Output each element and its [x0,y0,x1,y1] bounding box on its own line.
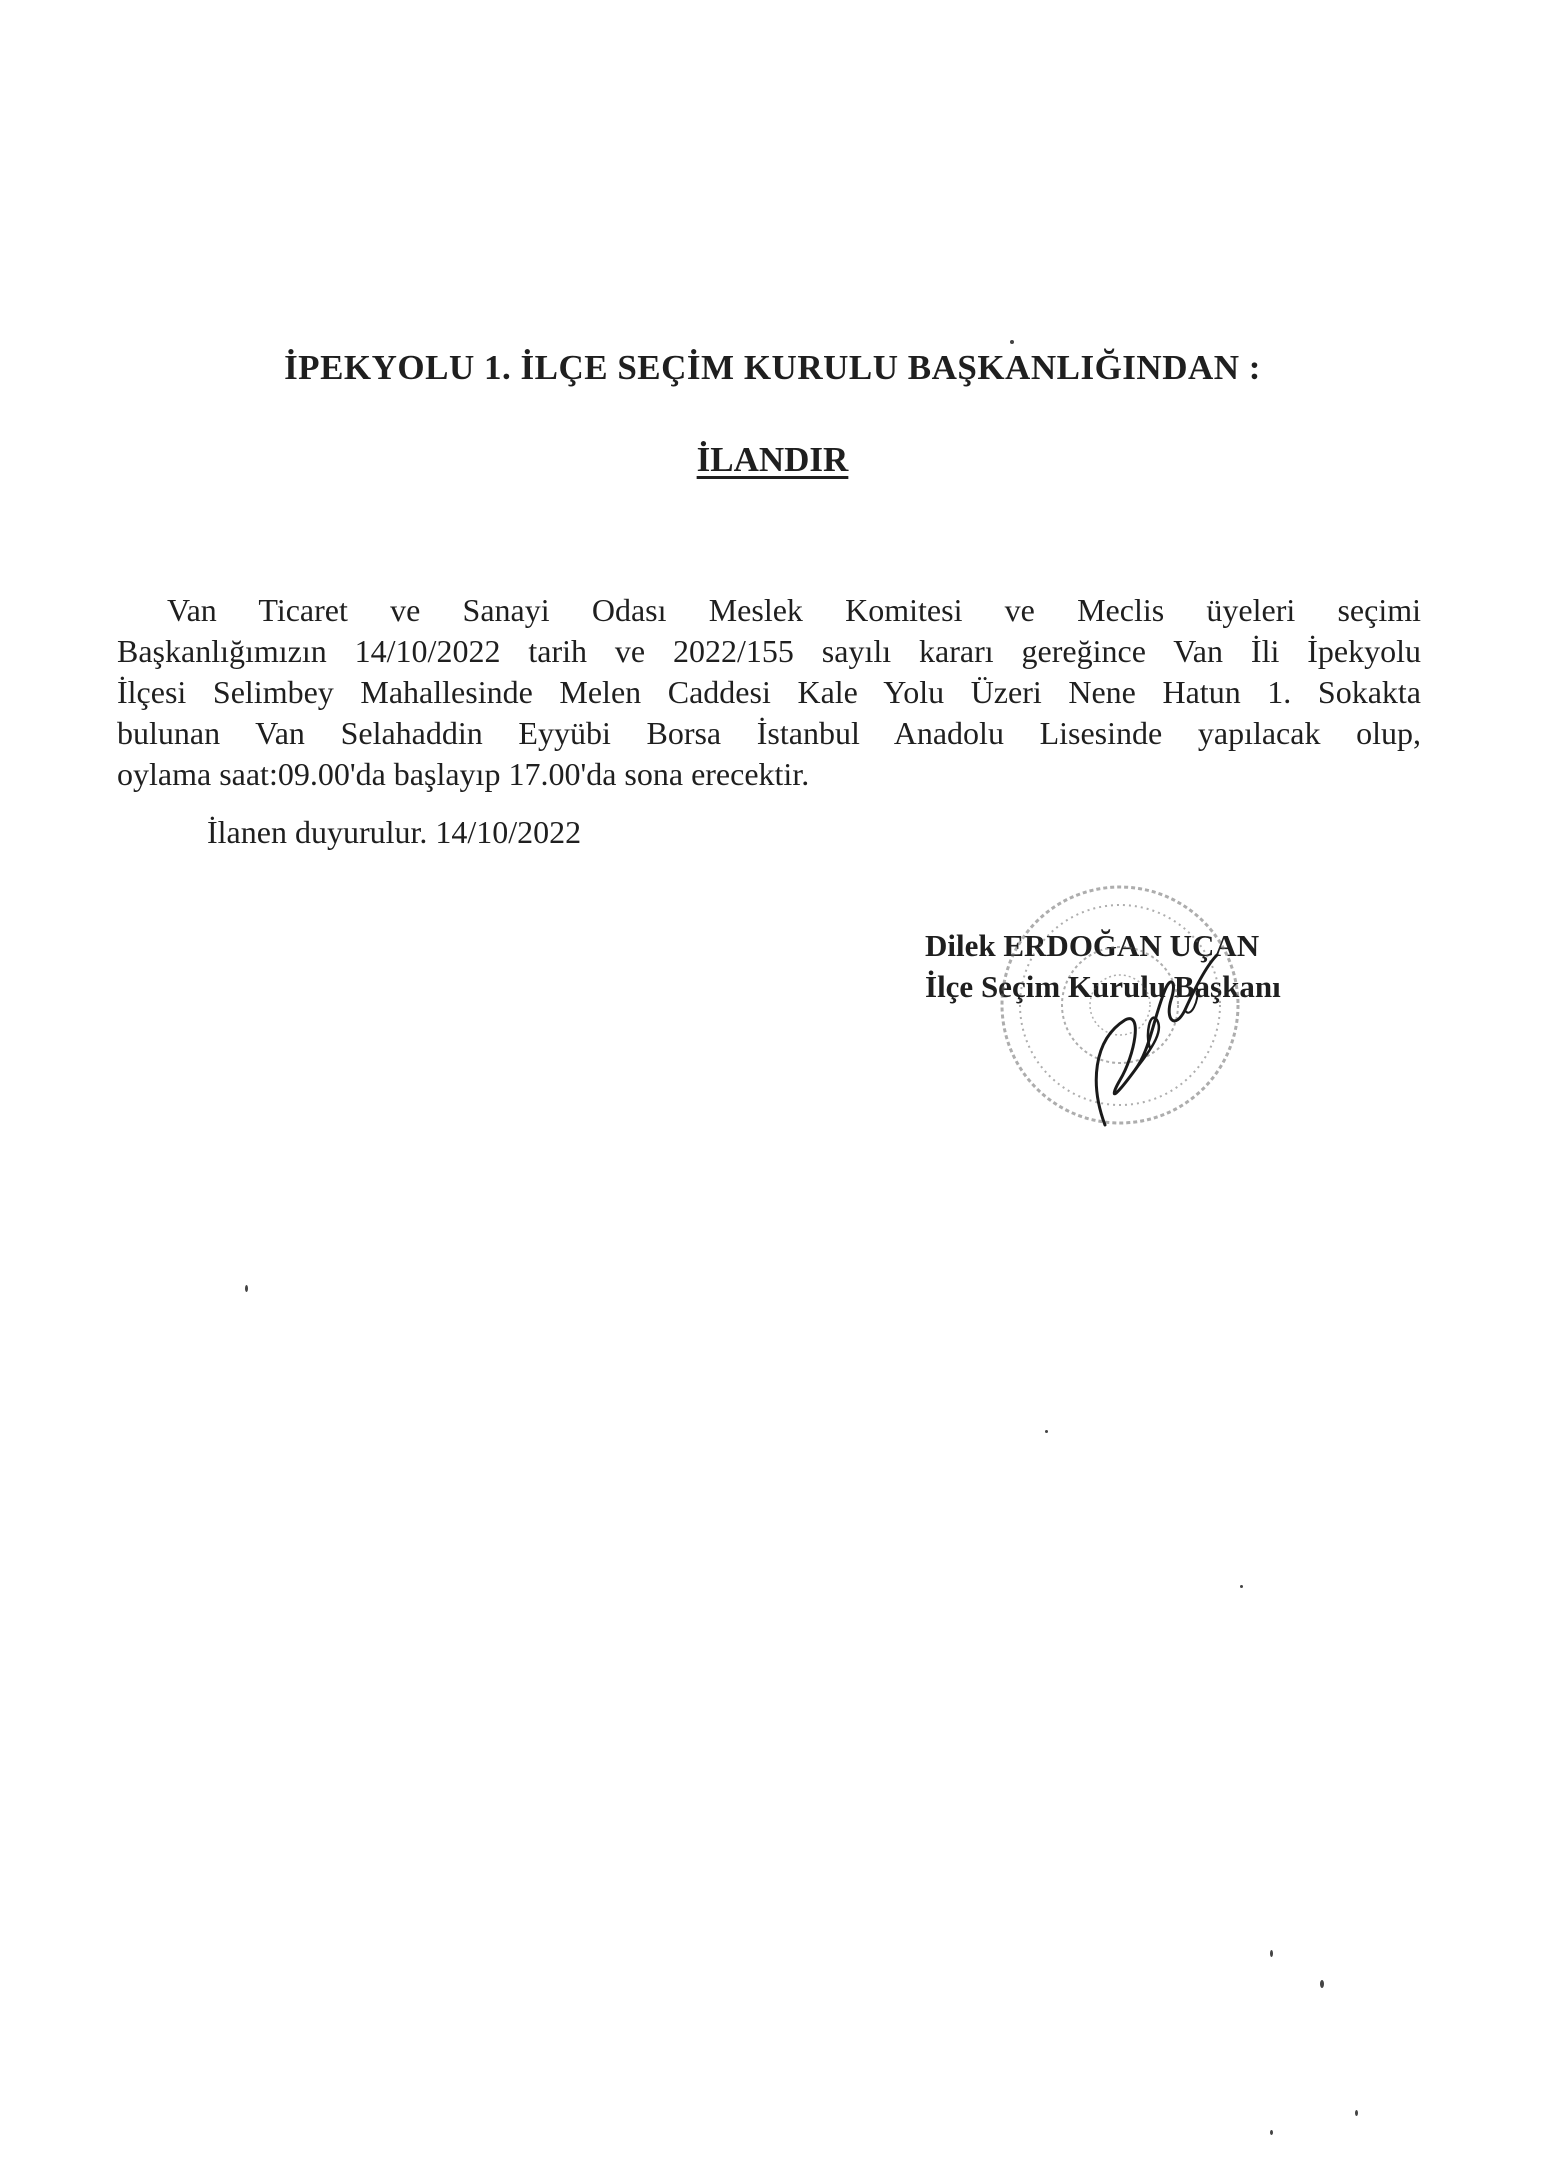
scan-speck [1270,1950,1273,1957]
scan-speck [1270,2130,1273,2135]
document-heading: İPEKYOLU 1. İLÇE SEÇİM KURULU BAŞKANLIĞINDAN : [284,348,1261,387]
announcement-body [117,590,1421,795]
signatory-title: İlçe Seçim Kurulu Başkanı [925,969,1281,1004]
document-subheading [0,440,1545,480]
official-seal-stamp [985,870,1255,1140]
closing-line: İlanen duyurulur. 14/10/2022 [207,814,582,850]
scan-speck [245,1285,248,1292]
body-line: Başkanlığımızın 14/10/2022 tarih ve 2022/155 sayılı kararı gereğince Van İli İpekyolu [117,633,1421,669]
body-line: Van Ticaret ve Sanayi Odası Meslek Komitesi ve Meclis üyeleri seçimi [167,592,1421,628]
scan-speck [1010,340,1014,344]
body-line: bulunan Van Selahaddin Eyyübi Borsa İstanbul Anadolu Lisesinde yapılacak olup, [117,715,1421,751]
subheading-text: İLANDIR [696,440,849,479]
scan-speck [1045,1430,1048,1433]
scan-speck [1320,1980,1324,1988]
signatory-name: Dilek ERDOĞAN UÇAN [925,928,1260,963]
scan-speck [1240,1585,1243,1588]
signature-scribble [1096,955,1217,1125]
scan-speck [1355,2110,1358,2116]
body-line: oylama saat:09.00'da başlayıp 17.00'da sona erecektir. [117,756,810,792]
body-line: İlçesi Selimbey Mahallesinde Melen Caddesi Kale Yolu Üzeri Nene Hatun 1. Sokakta [117,674,1421,710]
